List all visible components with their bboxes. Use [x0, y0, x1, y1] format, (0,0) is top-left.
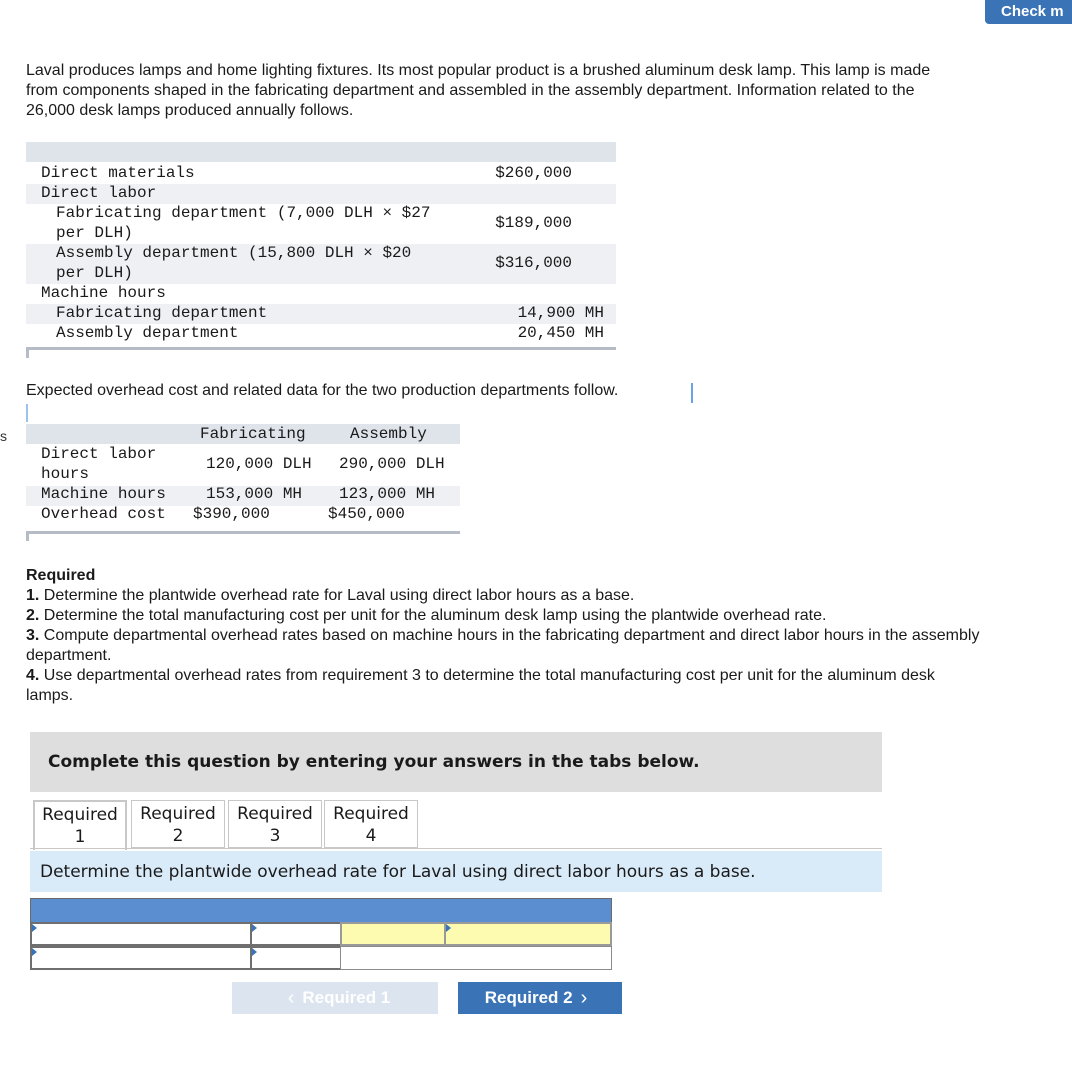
answer-empty-cell — [340, 946, 612, 970]
intro-paragraph: Laval produces lamps and home lighting fixtures. Its most popular product is a brushed aluminum desk lamp. This lamp is made from components shaped in the fabricating department and assembled in the assembly department. Information related to the 26,000 desk lamps produced annually follows. — [26, 62, 931, 119]
fab-value: $390,000 — [193, 505, 270, 523]
asm-value: $450,000 — [328, 505, 405, 523]
row-label: Fabricating department — [56, 304, 268, 322]
tab-description: Determine the plantwide overhead rate for Laval using direct labor hours as a base. — [30, 851, 882, 892]
row-label: Assembly department (15,800 DLH × $20 — [56, 244, 412, 262]
row-label-cont: per DLH) — [56, 224, 133, 242]
row-label: Direct labor — [41, 184, 157, 202]
answer-input-label-1[interactable] — [30, 922, 252, 946]
row-label: Machine hours — [41, 284, 166, 302]
next-required-button[interactable]: Required 2 › — [458, 982, 622, 1014]
requirement-item: 4. Use departmental overhead rates from requirement 3 to determine the total manufacturing cost per unit for the aluminum desk lamps. — [26, 667, 935, 704]
asm-value: 123,000 MH — [339, 485, 436, 503]
answer-input-value-1[interactable] — [250, 922, 342, 946]
row-value: $260,000 — [495, 164, 572, 182]
asm-value: 290,000 DLH — [339, 455, 445, 473]
overhead-table — [26, 424, 460, 542]
text-cursor-mark — [26, 404, 28, 422]
row-label-cont: per DLH) — [56, 264, 133, 282]
chevron-right-icon: › — [580, 986, 588, 1009]
previous-required-button[interactable]: ‹ Required 1 — [232, 982, 438, 1014]
answer-input-value-2[interactable] — [250, 946, 342, 970]
check-my-work-button[interactable]: Check m — [985, 0, 1072, 24]
row-value: $189,000 — [495, 214, 572, 232]
tab-required-4[interactable]: Required 4 — [324, 800, 418, 848]
row-value: $316,000 — [495, 254, 572, 272]
fab-value: 120,000 DLH — [206, 455, 312, 473]
requirement-item: 1. Determine the plantwide overhead rate for Laval using direct labor hours as a base. — [26, 587, 635, 604]
row-label: Machine hours — [41, 485, 166, 503]
row-label: Direct labor — [41, 445, 157, 463]
row-label: Fabricating department (7,000 DLH × $27 — [56, 204, 431, 222]
side-letter: s — [0, 428, 7, 444]
answer-input-result-label[interactable] — [340, 922, 446, 946]
col-header-fabricating: Fabricating — [200, 425, 306, 443]
answer-input-label-2[interactable] — [30, 946, 252, 970]
row-value: 20,450 MH — [517, 324, 604, 342]
cost-table — [26, 142, 616, 358]
chevron-left-icon: ‹ — [287, 986, 295, 1009]
tab-divider — [30, 848, 882, 849]
tab-required-1[interactable]: Required 1 — [33, 800, 127, 850]
row-label: Overhead cost — [41, 505, 166, 523]
required-title: Required — [26, 567, 96, 584]
row-label: Direct materials — [41, 164, 195, 182]
expected-overhead-text: Expected overhead cost and related data for the two production departments follow. — [26, 382, 619, 399]
row-label-cont: hours — [41, 465, 90, 483]
requirements — [26, 566, 986, 706]
answer-input-result[interactable] — [444, 922, 612, 946]
answer-table — [30, 898, 612, 972]
text-cursor — [691, 383, 693, 403]
complete-question-banner: Complete this question by entering your answers in the tabs below. — [30, 732, 882, 792]
row-label: Assembly department — [56, 324, 239, 342]
col-header-assembly: Assembly — [350, 425, 427, 443]
row-value: 14,900 MH — [517, 304, 604, 322]
answer-table-header — [30, 898, 612, 924]
tab-required-3[interactable]: Required 3 — [228, 800, 322, 848]
requirement-item: 3. Compute departmental overhead rates based on machine hours in the fabricating department and direct labor hours in the assembly department. — [26, 627, 980, 664]
requirement-item: 2. Determine the total manufacturing cost per unit for the aluminum desk lamp using the plantwide overhead rate. — [26, 607, 827, 624]
tab-required-2[interactable]: Required 2 — [131, 800, 225, 848]
fab-value: 153,000 MH — [206, 485, 303, 503]
